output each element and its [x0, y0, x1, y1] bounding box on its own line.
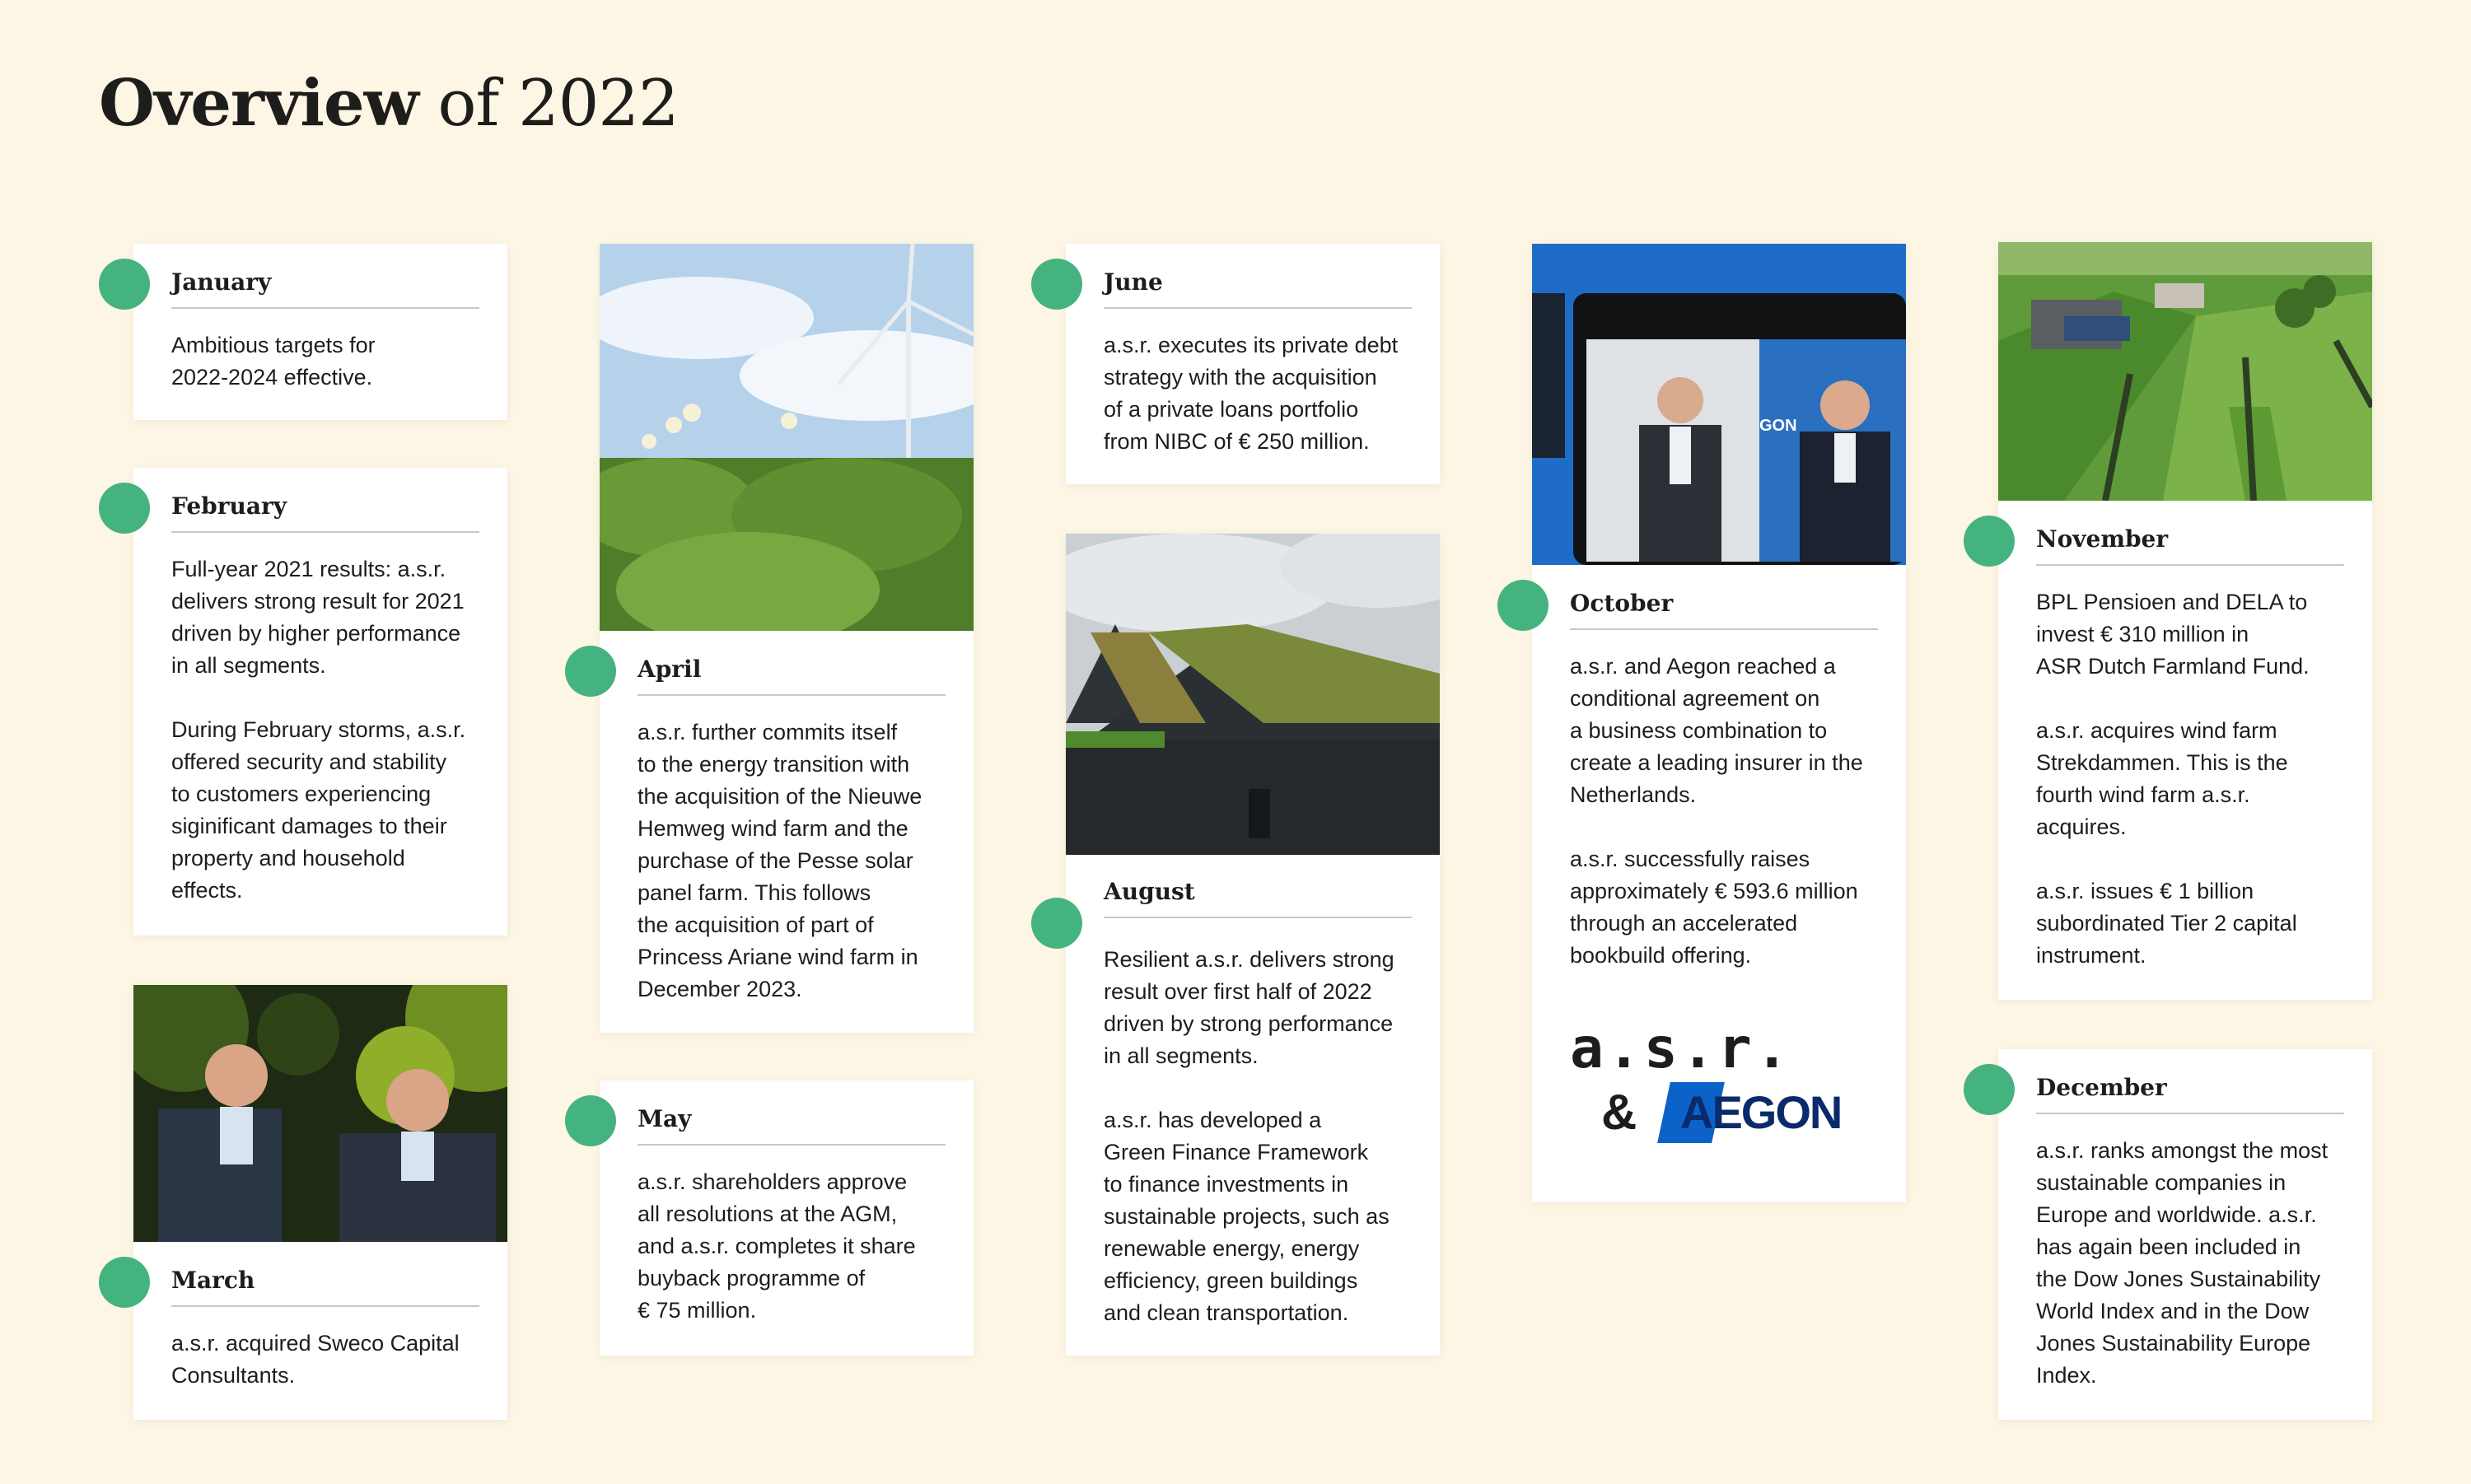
timeline-card-march [133, 985, 507, 1420]
ampersand-logo: & [1601, 1085, 1637, 1140]
month-label: November [2036, 525, 2344, 566]
timeline-card-december [1998, 1049, 2372, 1420]
event-text: Full-year 2021 results: a.s.r. delivers strong result for 2021 driven by higher performance in all segments. During February storms, a.s.r. offered security and stability to customers experiencing siginificant damages to their property and household effects. [171, 557, 466, 903]
wind-turbine-field-photo [600, 244, 974, 631]
asr-logo: a.s.r. [1570, 1016, 1792, 1081]
event-text: a.s.r. and Aegon reached a conditional agreement on a business combination to create a leading insurer in the Netherlands. a.s.r. successfully raises approximately € 593.6 million through an accelerated bookbuild offering. [1570, 654, 1863, 968]
month-label: October [1570, 590, 1878, 630]
screen-aegon-fragment: GON [1759, 417, 1797, 435]
month-label: February [171, 492, 479, 533]
executives-photo [133, 985, 507, 1242]
green-dot-icon [1964, 516, 2015, 567]
event-text: a.s.r. shareholders approve all resolutions at the AGM, and a.s.r. completes it share buyback programme of € 75 million. [638, 1169, 916, 1323]
timeline-card-february [133, 468, 507, 936]
event-text: a.s.r. ranks amongst the most sustainable companies in Europe and worldwide. a.s.r. has again been included in the Dow Jones Sustainability World Index and in the Dow Jones Sustainability Europe Index. [2036, 1138, 2329, 1388]
green-roof-building-photo [1066, 534, 1440, 855]
event-text: a.s.r. acquired Sweco Capital Consultants. [171, 1331, 460, 1388]
green-dot-icon [1031, 259, 1082, 310]
green-dot-icon [565, 646, 616, 697]
green-dot-icon [99, 259, 150, 310]
month-label: March [171, 1267, 479, 1307]
aegon-logo: AEGON [1680, 1086, 1842, 1138]
timeline-card-november [1998, 242, 2372, 1000]
month-label: December [2036, 1074, 2344, 1114]
green-dot-icon [99, 1257, 150, 1308]
timeline-card-may [600, 1080, 974, 1356]
event-text: a.s.r. further commits itself to the energy transition with the acquisition of the Nieuwe Hemweg wind farm and the purchase of the Pesse solar panel farm. This follows the acquisition of part of Princess Ariane wind farm in December 2023. [638, 720, 923, 1001]
timeline-card-january [133, 244, 507, 420]
event-text: Ambitious targets for 2022-2024 effective. [171, 333, 376, 390]
green-dot-icon [1964, 1064, 2015, 1115]
month-label: August [1104, 878, 1412, 918]
timeline-card-april [600, 244, 974, 1033]
month-label: June [1104, 268, 1412, 309]
green-dot-icon [565, 1095, 616, 1146]
timeline-card-october [1532, 244, 1906, 1202]
green-dot-icon [1031, 898, 1082, 949]
month-label: May [638, 1105, 946, 1146]
event-text: BPL Pensioen and DELA to invest € 310 million in ASR Dutch Farmland Fund. a.s.r. acquires wind farm Strekdammen. This is the fourth wind farm a.s.r. acquires. a.s.r. issues € 1 billion subordinated Tier 2 capital instrument. [2036, 590, 2310, 968]
farmland-aerial-photo [1998, 242, 2372, 501]
page-title: Overview of 2022 [99, 66, 679, 141]
event-text: Resilient a.s.r. delivers strong result over first half of 2022 driven by strong performance in all segments. a.s.r. has developed a Green Finance Framework to finance investments in sustainable projects, such as renewable energy, energy efficiency, green buildings and clean transportation. [1104, 947, 1394, 1325]
green-dot-icon [1497, 580, 1548, 631]
green-dot-icon [99, 483, 150, 534]
month-label: April [638, 656, 946, 696]
video-call-screen-photo [1532, 244, 1906, 565]
month-label: January [171, 268, 479, 309]
timeline-card-june [1066, 244, 1440, 484]
timeline-card-august [1066, 534, 1440, 1356]
event-text: a.s.r. executes its private debt strategy with the acquisition of a private loans portfolio from NIBC of € 250 million. [1104, 333, 1399, 454]
